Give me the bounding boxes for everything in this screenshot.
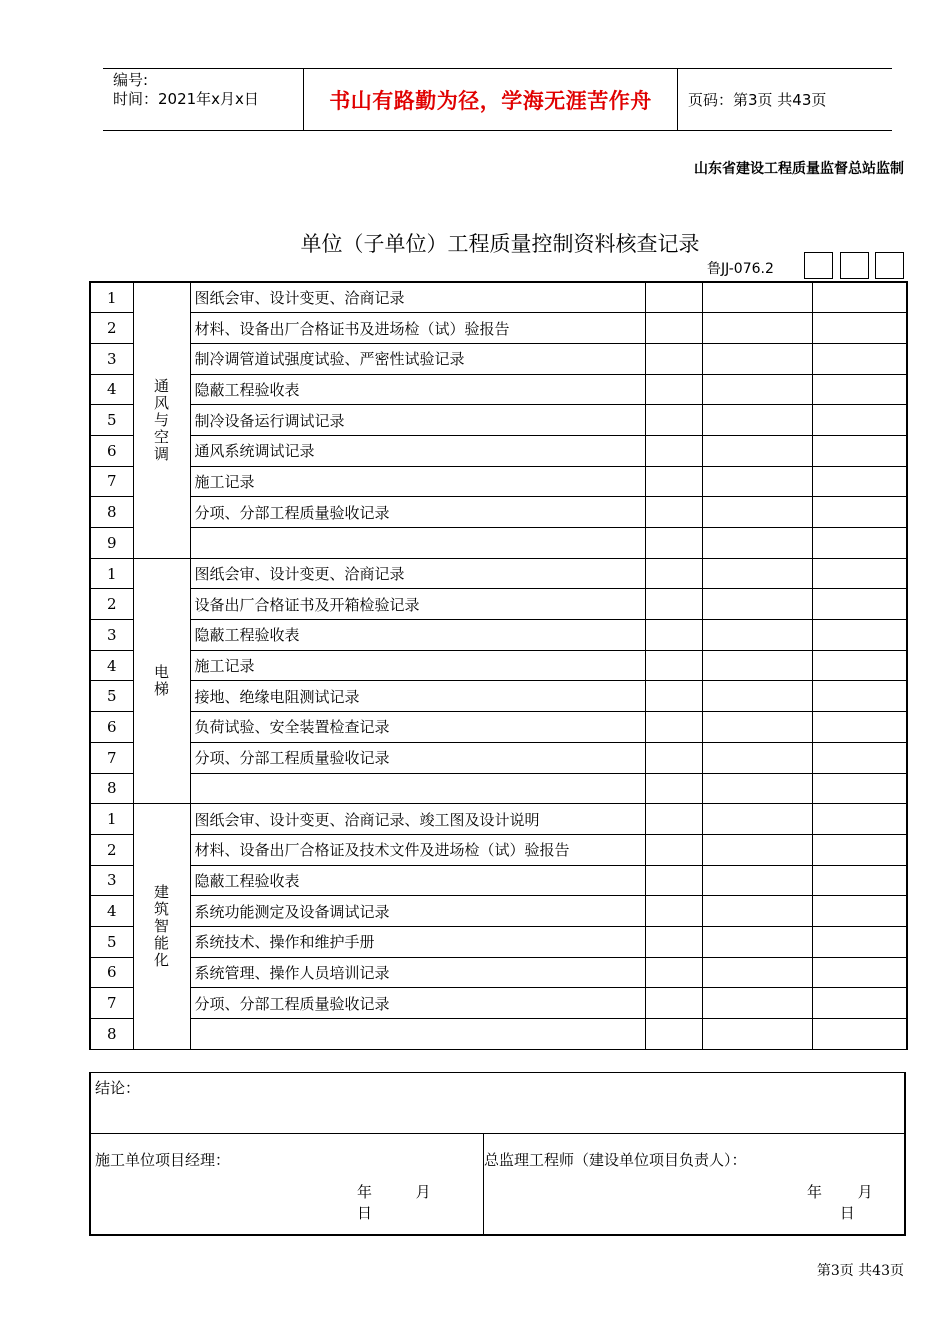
checker-cell [812, 926, 907, 957]
checker-cell [812, 712, 907, 743]
checker-cell [812, 620, 907, 651]
check-opinion-cell [702, 773, 812, 804]
month-label: 月 [415, 1183, 431, 1201]
signature-area [89, 1133, 906, 1236]
row-number: 7 [90, 988, 133, 1019]
copies-cell [645, 466, 702, 497]
category-cell [133, 282, 190, 558]
header-meta [103, 69, 304, 130]
table-row [90, 712, 907, 743]
copies-cell [645, 896, 702, 927]
form-code: 鲁JJ-076.2 [707, 261, 774, 277]
checker-cell [812, 1019, 907, 1050]
row-number: 2 [90, 313, 133, 344]
check-item: 制冷调管道试强度试验、严密性试验记录 [190, 343, 645, 374]
table-row [90, 282, 907, 313]
check-item: 隐蔽工程验收表 [190, 620, 645, 651]
copies-cell [645, 405, 702, 436]
check-item: 通风系统调试记录 [190, 435, 645, 466]
check-item: 图纸会审、设计变更、洽商记录 [190, 282, 645, 313]
check-item: 分项、分部工程质量验收记录 [190, 497, 645, 528]
year-label: 年 [357, 1183, 373, 1201]
row-number: 5 [90, 405, 133, 436]
copies-cell [645, 435, 702, 466]
row-number: 6 [90, 712, 133, 743]
supervisor-date [807, 1181, 904, 1223]
copies-cell [645, 834, 702, 865]
code-box [804, 252, 833, 279]
checker-cell [812, 374, 907, 405]
row-number: 3 [90, 620, 133, 651]
day-label: 日 [839, 1204, 855, 1222]
row-number: 5 [90, 681, 133, 712]
check-opinion-cell [702, 343, 812, 374]
check-item: 材料、设备出厂合格证书及进场检（试）验报告 [190, 313, 645, 344]
table-row [90, 681, 907, 712]
check-opinion-cell [702, 650, 812, 681]
copies-cell [645, 804, 702, 835]
check-opinion-cell [702, 497, 812, 528]
checker-cell [812, 681, 907, 712]
checker-cell [812, 804, 907, 835]
copies-cell [645, 620, 702, 651]
row-number: 2 [90, 834, 133, 865]
table-row [90, 620, 907, 651]
check-item: 施工记录 [190, 466, 645, 497]
checker-cell [812, 497, 907, 528]
check-opinion-cell [702, 926, 812, 957]
checker-cell [812, 650, 907, 681]
copies-cell [645, 865, 702, 896]
row-number: 3 [90, 865, 133, 896]
code-box [875, 252, 904, 279]
table-row [90, 650, 907, 681]
checker-cell [812, 957, 907, 988]
table-row [90, 528, 907, 559]
check-item: 分项、分部工程质量验收记录 [190, 988, 645, 1019]
row-number: 6 [90, 435, 133, 466]
check-opinion-cell [702, 589, 812, 620]
table-row [90, 589, 907, 620]
checker-cell [812, 834, 907, 865]
row-number: 3 [90, 343, 133, 374]
checker-cell [812, 558, 907, 589]
organization-name: 山东省建设工程质量监督总站监制 [694, 161, 904, 177]
table-row [90, 497, 907, 528]
contractor-date [357, 1181, 483, 1223]
row-number: 1 [90, 282, 133, 313]
table-row [90, 405, 907, 436]
copies-cell [645, 926, 702, 957]
copies-cell [645, 343, 702, 374]
table-row [90, 834, 907, 865]
row-number: 4 [90, 374, 133, 405]
header-page-info: 页码：第3页 共43页 [688, 91, 827, 109]
copies-cell [645, 650, 702, 681]
check-opinion-cell [702, 1019, 812, 1050]
checker-cell [812, 988, 907, 1019]
contractor-signature [91, 1133, 484, 1234]
copies-cell [645, 313, 702, 344]
row-number: 7 [90, 466, 133, 497]
table-row [90, 466, 907, 497]
check-opinion-cell [702, 466, 812, 497]
table-row [90, 742, 907, 773]
row-number: 8 [90, 1019, 133, 1050]
check-item [190, 528, 645, 559]
checker-cell [812, 865, 907, 896]
conclusion-label: 结论： [95, 1079, 141, 1097]
check-item [190, 773, 645, 804]
row-number: 2 [90, 589, 133, 620]
row-number: 1 [90, 558, 133, 589]
check-item: 图纸会审、设计变更、洽商记录、竣工图及设计说明 [190, 804, 645, 835]
row-number: 8 [90, 773, 133, 804]
check-opinion-cell [702, 712, 812, 743]
check-opinion-cell [702, 834, 812, 865]
code-box [840, 252, 869, 279]
table-row [90, 804, 907, 835]
check-item: 施工记录 [190, 650, 645, 681]
check-opinion-cell [702, 405, 812, 436]
check-opinion-cell [702, 528, 812, 559]
category-label: 电梯 [154, 662, 170, 698]
check-opinion-cell [702, 988, 812, 1019]
chief-supervisor-label: 总监理工程师（建设单位项目负责人）： [484, 1151, 747, 1169]
copies-cell [645, 589, 702, 620]
check-opinion-cell [702, 282, 812, 313]
day-label: 日 [357, 1204, 373, 1222]
row-number: 4 [90, 650, 133, 681]
check-item: 图纸会审、设计变更、洽商记录 [190, 558, 645, 589]
table-row [90, 773, 907, 804]
checker-cell [812, 742, 907, 773]
serial-label: 编号: [113, 71, 149, 89]
table-row [90, 343, 907, 374]
checker-cell [812, 773, 907, 804]
copies-cell [645, 712, 702, 743]
table-row [90, 988, 907, 1019]
contractor-manager-label: 施工单位项目经理： [95, 1151, 231, 1169]
check-item: 负荷试验、安全装置检查记录 [190, 712, 645, 743]
copies-cell [645, 742, 702, 773]
category-cell [133, 558, 190, 804]
document-header [103, 68, 892, 131]
check-opinion-cell [702, 374, 812, 405]
page-footer: 第3页 共43页 [816, 1263, 904, 1279]
copies-cell [645, 374, 702, 405]
check-opinion-cell [702, 896, 812, 927]
check-opinion-cell [702, 742, 812, 773]
row-number: 8 [90, 497, 133, 528]
document-title: 单位（子单位）工程质量控制资料核查记录 [300, 232, 700, 256]
row-number: 7 [90, 742, 133, 773]
check-opinion-cell [702, 435, 812, 466]
copies-cell [645, 681, 702, 712]
check-item: 系统技术、操作和维护手册 [190, 926, 645, 957]
check-opinion-cell [702, 313, 812, 344]
check-item: 隐蔽工程验收表 [190, 865, 645, 896]
check-item: 隐蔽工程验收表 [190, 374, 645, 405]
copies-cell [645, 558, 702, 589]
check-item: 设备出厂合格证书及开箱检验记录 [190, 589, 645, 620]
checklist-table [89, 281, 908, 1050]
category-label: 建筑智能化 [154, 882, 170, 969]
copies-cell [645, 957, 702, 988]
time-label: 时间：2021年x月x日 [113, 90, 259, 108]
table-row [90, 435, 907, 466]
checker-cell [812, 282, 907, 313]
year-label: 年 [807, 1183, 823, 1201]
copies-cell [645, 988, 702, 1019]
check-item: 材料、设备出厂合格证及技术文件及进场检（试）验报告 [190, 834, 645, 865]
check-opinion-cell [702, 620, 812, 651]
check-item: 系统管理、操作人员培训记录 [190, 957, 645, 988]
table-row [90, 374, 907, 405]
category-cell [133, 804, 190, 1050]
table-row [90, 558, 907, 589]
row-number: 5 [90, 926, 133, 957]
copies-cell [645, 528, 702, 559]
row-number: 1 [90, 804, 133, 835]
check-opinion-cell [702, 865, 812, 896]
check-item: 系统功能测定及设备调试记录 [190, 896, 645, 927]
check-opinion-cell [702, 804, 812, 835]
checker-cell [812, 313, 907, 344]
supervisor-signature [483, 1133, 904, 1234]
copies-cell [645, 282, 702, 313]
checker-cell [812, 466, 907, 497]
table-row [90, 926, 907, 957]
check-opinion-cell [702, 558, 812, 589]
category-label: 通风与空调 [154, 376, 170, 463]
check-opinion-cell [702, 681, 812, 712]
check-item: 制冷设备运行调试记录 [190, 405, 645, 436]
copies-cell [645, 1019, 702, 1050]
checker-cell [812, 589, 907, 620]
checker-cell [812, 343, 907, 374]
table-row [90, 865, 907, 896]
check-item: 分项、分部工程质量验收记录 [190, 742, 645, 773]
conclusion-box [89, 1072, 906, 1134]
row-number: 4 [90, 896, 133, 927]
check-item [190, 1019, 645, 1050]
checker-cell [812, 405, 907, 436]
checker-cell [812, 435, 907, 466]
checker-cell [812, 896, 907, 927]
month-label: 月 [857, 1183, 873, 1201]
copies-cell [645, 773, 702, 804]
row-number: 9 [90, 528, 133, 559]
check-opinion-cell [702, 957, 812, 988]
header-motto: 书山有路勤为径，学海无涯苦作舟 [304, 69, 678, 130]
checker-cell [812, 528, 907, 559]
table-row [90, 957, 907, 988]
table-row [90, 896, 907, 927]
table-row [90, 313, 907, 344]
row-number: 6 [90, 957, 133, 988]
table-row [90, 1019, 907, 1050]
copies-cell [645, 497, 702, 528]
check-item: 接地、绝缘电阻测试记录 [190, 681, 645, 712]
